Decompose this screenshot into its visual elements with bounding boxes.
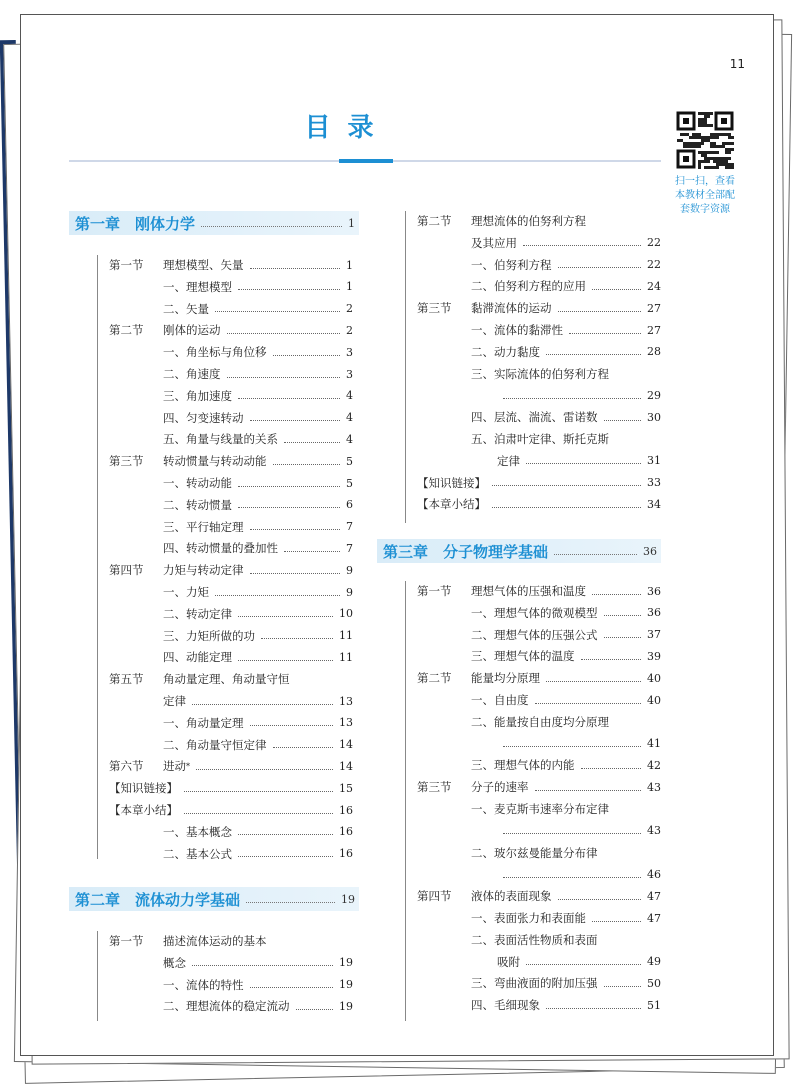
entry-title: 液体的表面现象 — [471, 889, 552, 904]
section-number: 第六节 — [109, 759, 144, 774]
entry-title: 一、理想模型 — [163, 279, 232, 294]
subsection-entry[interactable] — [471, 276, 661, 296]
dot-leader — [492, 485, 641, 486]
entry-title: 二、理想气体的压强公式 — [471, 627, 598, 642]
entry-page: 43 — [647, 824, 661, 838]
subsection-entry[interactable] — [471, 930, 661, 950]
chapter-heading[interactable] — [69, 211, 359, 235]
subsection-entry[interactable] — [163, 342, 353, 362]
dot-leader — [554, 554, 637, 555]
subsection-entry[interactable] — [163, 473, 353, 493]
entry-title: 二、矢量 — [163, 301, 209, 316]
entry-title: 理想模型、矢量 — [163, 258, 244, 272]
subsection-entry[interactable] — [163, 996, 353, 1016]
entry-title: 二、玻尔兹曼能量分布律 — [471, 845, 598, 860]
entry-title: 三、理想气体的温度 — [471, 649, 575, 664]
dot-leader — [526, 463, 641, 464]
dot-leader — [238, 398, 340, 399]
dot-leader — [238, 486, 340, 487]
dot-leader — [250, 420, 341, 421]
dot-leader — [604, 986, 642, 987]
entry-page: 42 — [647, 758, 661, 772]
dot-leader — [273, 355, 341, 356]
bracket-entry[interactable] — [417, 494, 661, 514]
qr-caption: 扫一扫，查看本教材全部配套数字资源 — [675, 176, 735, 215]
dot-leader — [184, 791, 333, 792]
section-number: 第二节 — [417, 671, 452, 686]
subsection-entry[interactable] — [471, 625, 661, 645]
entry-title: 进动 — [163, 759, 186, 774]
section-number: 第三节 — [109, 454, 144, 469]
entry-title: 一、理想气体的微观模型 — [471, 605, 598, 620]
section-number: 第四节 — [417, 889, 452, 904]
dot-leader — [215, 311, 340, 312]
subsection-entry[interactable] — [163, 582, 353, 602]
dot-leader — [535, 703, 642, 704]
dot-leader — [604, 615, 642, 616]
entry-page: 28 — [647, 345, 661, 359]
section-number: 第三节 — [417, 780, 452, 795]
entry-title: 五、泊肃叶定律、斯托克斯 — [471, 432, 609, 446]
entry-title: 分子的速率 — [471, 780, 529, 795]
subsection-entry[interactable] — [471, 364, 661, 384]
entry-page: 40 — [647, 671, 661, 685]
entry-title: 定律 — [163, 694, 186, 708]
dot-leader — [592, 594, 641, 595]
entry-title: 一、力矩 — [163, 585, 209, 599]
dot-leader — [546, 681, 641, 682]
entry-page: 3 — [346, 367, 353, 381]
entry-title: 二、转动惯量 — [163, 497, 232, 512]
entry-title: 描述流体运动的基本 — [163, 934, 267, 948]
dot-leader — [604, 637, 642, 638]
entry-page: 51 — [647, 998, 661, 1012]
entry-page: 5 — [346, 454, 353, 468]
entry-page: 33 — [647, 476, 661, 490]
subsection-entry[interactable] — [163, 735, 353, 755]
entry-title: 四、转动惯量的叠加性 — [163, 541, 278, 556]
entry-page: 2 — [346, 302, 353, 316]
entry-page: 16 — [339, 847, 353, 861]
entry-page: 29 — [647, 388, 661, 402]
entry-title: 二、能量按自由度均分原理 — [471, 714, 609, 729]
entry-page: 7 — [346, 520, 353, 534]
section-entry[interactable] — [109, 756, 353, 776]
entry-page: 43 — [647, 780, 661, 794]
subsection-entry[interactable] — [163, 844, 353, 864]
entry-page: 1 — [346, 280, 353, 294]
dot-leader — [284, 442, 340, 443]
entry-title: 二、转动定律 — [163, 606, 232, 621]
entry-title: 二、伯努利方程的应用 — [471, 279, 586, 294]
subsection-entry[interactable] — [163, 713, 353, 733]
entry-title: 三、实际流体的伯努利方程 — [471, 366, 609, 381]
entry-page: 7 — [346, 541, 353, 555]
chapter-label: 第一章 刚体力学 — [75, 214, 196, 233]
entry-title: 【知识链接】 — [109, 781, 178, 796]
dot-leader — [261, 638, 333, 639]
entry-title: 一、麦克斯韦速率分布定律 — [471, 802, 609, 816]
entry-title: 转动惯量与转动动能 — [163, 454, 267, 469]
section-entry[interactable] — [417, 298, 661, 318]
entry-title: 定律 — [497, 453, 520, 468]
entry-page: 2 — [346, 323, 353, 337]
section-entry[interactable] — [109, 255, 353, 275]
subsection-entry[interactable] — [471, 233, 661, 253]
dot-leader — [526, 964, 641, 965]
subsection-entry[interactable] — [497, 385, 661, 405]
entry-title: 二、基本公式 — [163, 846, 232, 861]
subsection-entry[interactable] — [163, 364, 353, 384]
dot-leader — [284, 551, 340, 552]
dot-leader — [558, 899, 642, 900]
entry-title: 及其应用 — [471, 235, 517, 250]
chapter-page: 1 — [348, 216, 355, 230]
dot-leader — [238, 660, 333, 661]
subsection-entry[interactable] — [163, 647, 353, 667]
subsection-entry[interactable] — [163, 538, 353, 558]
entry-title: 三、理想气体的内能 — [471, 758, 575, 773]
dot-leader — [192, 704, 333, 705]
subsection-entry[interactable] — [163, 626, 353, 646]
entry-page: 4 — [346, 411, 353, 425]
entry-title: 五、角量与线量的关系 — [163, 432, 278, 447]
entry-page: 1 — [346, 258, 353, 272]
entry-page: 50 — [647, 976, 661, 990]
dot-leader — [558, 267, 642, 268]
dot-leader — [227, 377, 341, 378]
subsection-entry[interactable] — [163, 975, 353, 995]
entry-page: 13 — [339, 716, 353, 730]
chapter-label: 第三章 分子物理学基础 — [383, 542, 549, 561]
subsection-entry[interactable] — [471, 407, 661, 427]
chapter-heading[interactable] — [69, 887, 359, 911]
entry-title: 三、角加速度 — [163, 388, 232, 403]
chapter-label: 第二章 流体动力学基础 — [75, 890, 241, 909]
entry-page: 14 — [339, 738, 353, 752]
entry-title: 三、力矩所做的功 — [163, 628, 255, 643]
subsection-entry[interactable] — [471, 690, 661, 710]
entry-page: 10 — [339, 607, 353, 621]
entry-page: 36 — [647, 606, 661, 620]
subsection-entry[interactable] — [497, 864, 661, 884]
dot-leader — [523, 245, 641, 246]
subsection-entry[interactable] — [497, 821, 661, 841]
dot-leader — [196, 769, 333, 770]
entry-title: 一、流体的特性 — [163, 977, 244, 992]
title-divider-accent — [339, 159, 393, 163]
entry-title: 二、角动量守恒定律 — [163, 737, 267, 752]
subsection-entry[interactable] — [163, 953, 353, 973]
entry-page: 36 — [647, 584, 661, 598]
entry-title: 一、角坐标与角位移 — [163, 345, 267, 360]
section-entry[interactable] — [417, 777, 661, 797]
column-rule — [97, 255, 98, 859]
section-number: 第一节 — [417, 584, 452, 598]
entry-page: 19 — [339, 978, 353, 992]
dot-leader — [535, 790, 642, 791]
entry-page: 22 — [647, 236, 661, 250]
section-entry[interactable] — [109, 320, 353, 340]
entry-title: 力矩与转动定律 — [163, 563, 244, 578]
column-rule — [405, 211, 406, 523]
section-number: 第五节 — [109, 672, 144, 687]
dot-leader — [604, 420, 642, 421]
dot-leader — [238, 834, 333, 835]
dot-leader — [503, 877, 641, 878]
dot-leader — [492, 507, 641, 508]
dot-leader — [238, 856, 333, 857]
dot-leader — [569, 333, 641, 334]
column-rule — [97, 931, 98, 1021]
dot-leader — [250, 987, 334, 988]
entry-page: 27 — [647, 301, 661, 315]
subsection-entry[interactable] — [471, 429, 661, 449]
entry-page: 41 — [647, 737, 661, 751]
entry-page: 30 — [647, 410, 661, 424]
section-number: 第二节 — [417, 214, 452, 228]
subsection-entry[interactable] — [471, 908, 661, 928]
page-title: 目 录 — [304, 113, 378, 143]
section-entry[interactable] — [417, 581, 661, 601]
subsection-entry[interactable] — [471, 843, 661, 863]
subsection-entry[interactable] — [471, 799, 661, 819]
subsection-entry[interactable] — [163, 408, 353, 428]
entry-title: 一、自由度 — [471, 693, 529, 707]
entry-title: 理想流体的伯努利方程 — [471, 214, 586, 228]
dot-leader — [273, 747, 334, 748]
entry-page: 9 — [346, 585, 353, 599]
entry-title: 概念 — [163, 955, 186, 970]
subsection-entry[interactable] — [471, 646, 661, 666]
subsection-entry[interactable] — [163, 691, 353, 711]
dot-leader — [201, 226, 342, 227]
section-entry[interactable] — [109, 931, 353, 951]
subsection-entry[interactable] — [471, 603, 661, 623]
entry-page: 13 — [339, 694, 353, 708]
subsection-entry[interactable] — [163, 277, 353, 297]
subsection-entry[interactable] — [163, 604, 353, 624]
section-entry[interactable] — [109, 451, 353, 471]
dot-leader — [250, 725, 334, 726]
section-number: 第一节 — [109, 934, 144, 948]
dot-leader — [592, 921, 641, 922]
section-entry[interactable] — [417, 668, 661, 688]
entry-page: 5 — [346, 476, 353, 490]
entry-title: 能量均分原理 — [471, 671, 540, 686]
entry-page: 19 — [339, 956, 353, 970]
entry-page: 3 — [346, 345, 353, 359]
section-entry[interactable] — [109, 669, 353, 689]
entry-title: 【知识链接】 — [417, 475, 486, 490]
chapter-page: 36 — [643, 544, 657, 558]
entry-page: 34 — [647, 497, 661, 511]
dot-leader — [238, 289, 340, 290]
section-entry[interactable] — [109, 560, 353, 580]
entry-page: 24 — [647, 279, 661, 293]
entry-title: 一、基本概念 — [163, 824, 232, 839]
dot-leader — [250, 268, 341, 269]
subsection-entry[interactable] — [163, 386, 353, 406]
dot-leader — [581, 768, 642, 769]
entry-title: 二、表面活性物质和表面 — [471, 932, 598, 947]
subsection-entry[interactable] — [163, 822, 353, 842]
entry-page: 15 — [339, 781, 353, 795]
optional-marker: * — [186, 761, 190, 771]
entry-title: 二、理想流体的稳定流动 — [163, 999, 290, 1014]
qr-code-icon[interactable] — [676, 111, 734, 169]
entry-page: 4 — [346, 432, 353, 446]
entry-title: 三、平行轴定理 — [163, 519, 244, 534]
entry-title: 黏滞流体的运动 — [471, 301, 552, 316]
dot-leader — [503, 746, 641, 747]
entry-page: 31 — [647, 454, 661, 468]
dot-leader — [184, 813, 333, 814]
chapter-page: 19 — [341, 892, 355, 906]
entry-title: 理想气体的压强和温度 — [471, 584, 586, 598]
entry-title: 【本章小结】 — [417, 497, 486, 512]
entry-title: 四、动能定理 — [163, 650, 232, 665]
entry-title: 一、角动量定理 — [163, 715, 244, 730]
entry-page: 40 — [647, 693, 661, 707]
dot-leader — [503, 833, 641, 834]
subsection-entry[interactable] — [497, 952, 661, 972]
entry-page: 37 — [647, 628, 661, 642]
subsection-entry[interactable] — [163, 517, 353, 537]
subsection-entry[interactable] — [471, 255, 661, 275]
page-number: 11 — [729, 57, 745, 71]
dot-leader — [246, 902, 335, 903]
section-number: 第三节 — [417, 301, 452, 316]
entry-title: 一、表面张力和表面能 — [471, 911, 586, 925]
entry-page: 46 — [647, 867, 661, 881]
entry-page: 47 — [647, 889, 661, 903]
subsection-entry[interactable] — [497, 451, 661, 471]
subsection-entry[interactable] — [471, 973, 661, 993]
section-number: 第一节 — [109, 258, 144, 272]
entry-title: 一、转动动能 — [163, 476, 232, 490]
dot-leader — [558, 311, 642, 312]
entry-page: 19 — [339, 999, 353, 1013]
dot-leader — [273, 464, 341, 465]
dot-leader — [250, 529, 341, 530]
dot-leader — [227, 333, 341, 334]
subsection-entry[interactable] — [471, 995, 661, 1015]
entry-title: 三、弯曲液面的附加压强 — [471, 976, 598, 991]
entry-page: 16 — [339, 803, 353, 817]
subsection-entry[interactable] — [163, 429, 353, 449]
dot-leader — [546, 1008, 641, 1009]
dot-leader — [238, 616, 333, 617]
dot-leader — [192, 965, 333, 966]
dot-leader — [215, 595, 340, 596]
dot-leader — [296, 1009, 334, 1010]
column-rule — [405, 581, 406, 1021]
entry-page: 9 — [346, 563, 353, 577]
section-number: 第二节 — [109, 323, 144, 338]
entry-page: 16 — [339, 825, 353, 839]
entry-title: 角动量定理、角动量守恒 — [163, 672, 290, 687]
dot-leader — [238, 507, 340, 508]
subsection-entry[interactable] — [163, 299, 353, 319]
entry-page: 47 — [647, 911, 661, 925]
entry-title: 刚体的运动 — [163, 323, 221, 338]
dot-leader — [250, 573, 341, 574]
dot-leader — [546, 354, 641, 355]
chapter-heading[interactable] — [377, 539, 661, 563]
entry-title: 四、毛细现象 — [471, 998, 540, 1013]
subsection-entry[interactable] — [471, 342, 661, 362]
entry-page: 4 — [346, 389, 353, 403]
subsection-entry[interactable] — [471, 320, 661, 340]
entry-title: 四、层流、湍流、雷诺数 — [471, 410, 598, 425]
subsection-entry[interactable] — [163, 495, 353, 515]
entry-title: 【本章小结】 — [109, 803, 178, 817]
bracket-entry[interactable] — [417, 473, 661, 493]
section-entry[interactable] — [417, 211, 661, 231]
entry-title: 二、动力黏度 — [471, 344, 540, 359]
entry-page: 49 — [647, 955, 661, 969]
entry-page: 27 — [647, 323, 661, 337]
entry-title: 二、角速度 — [163, 367, 221, 381]
bracket-entry[interactable] — [109, 778, 353, 798]
entry-page: 11 — [339, 650, 353, 664]
entry-title: 一、伯努利方程 — [471, 257, 552, 272]
entry-title: 四、匀变速转动 — [163, 410, 244, 425]
dot-leader — [592, 289, 641, 290]
subsection-entry[interactable] — [471, 755, 661, 775]
bracket-entry[interactable] — [109, 800, 353, 820]
entry-title: 吸附 — [497, 954, 520, 969]
dot-leader — [503, 398, 641, 399]
subsection-entry[interactable] — [471, 712, 661, 732]
section-number: 第四节 — [109, 563, 144, 578]
entry-page: 14 — [339, 759, 353, 773]
subsection-entry[interactable] — [497, 734, 661, 754]
entry-page: 11 — [339, 629, 353, 643]
dot-leader — [581, 659, 642, 660]
section-entry[interactable] — [417, 886, 661, 906]
entry-page: 39 — [647, 649, 661, 663]
toc-page — [20, 14, 774, 1056]
entry-page: 6 — [346, 498, 353, 512]
entry-page: 22 — [647, 258, 661, 272]
entry-title: 一、流体的黏滞性 — [471, 323, 563, 337]
